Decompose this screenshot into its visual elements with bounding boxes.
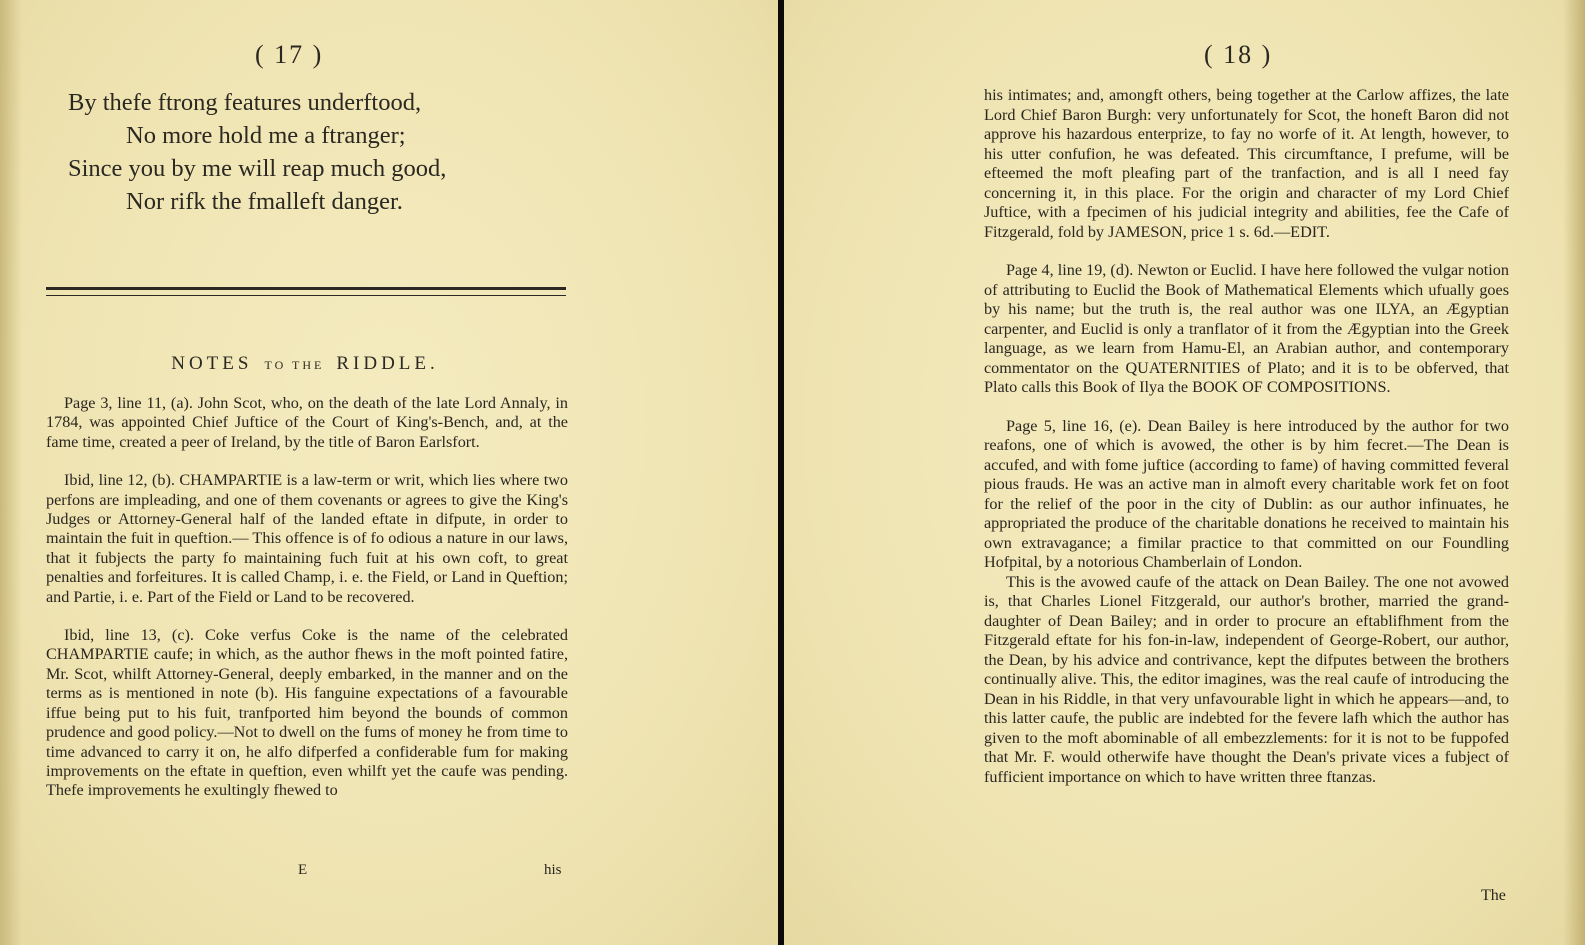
signature-mark: E bbox=[298, 862, 308, 878]
note-paragraph: Page 5, line 16, (e). Dean Bailey is here introduced by the author for two reafons, one of which is avowed, the other is by him fecret.—The Dean is accufed, and with fome juftice (according to fame) of having committed feveral pious frauds. He was an active man in almoft every charitable work fet on foot for the relief of the poor in the city of Dublin: as our author infinuates, he appropriated the produce of the charitable donations he received to maintain his own extravagance; a fimilar practice to that committed on our Foundling Hofpital, by a notorious Chamberlain of London. bbox=[984, 416, 1509, 571]
note-paragraph: Ibid, line 12, (b). CHAMPARTIE is a law-term or writ, which lies where two perfons are impleading, and one of them covenants or agrees to give the King's Judges or Attorney-General half of the landed eftate in difpute, in order to maintain the fuit in queftion.— This offence is of fo odious a nature in our laws, that it fubjects the party fo maintaining fuch fuit at his own coft, to great penalties and forfeitures. It is called Champ, i. e. the Field, or Land in Queftion; and Partie, i. e. Part of the Field or Land to be recovered. bbox=[46, 471, 568, 606]
verse-line: Nor rifk the fmalleft danger. bbox=[126, 188, 403, 215]
left-page bbox=[0, 0, 778, 945]
catchword: his bbox=[544, 862, 562, 878]
page-number: ( 17 ) bbox=[255, 40, 324, 69]
note-paragraph: his intimates; and, amongft others, being together at the Carlow affizes, the late Lord Chief Baron Burgh: very unfortunately for Scot, the honeft Baron did not approve his hazardous enterprize, to fay no worfe of it. At length, however, to his utter confufion, he was defeated. This circumftance, I prefume, will be efteemed the moft pleafing part of the tranfaction, and is all I need fay concerning it, in this place. For the origin and character of my Lord Chief Juftice, with a fpecimen of his judicial integrity and abilities, fee the Cafe of Fitzgerald, fold by JAMESON, price 1 s. 6d.—EDIT. bbox=[984, 86, 1509, 241]
section-heading bbox=[0, 353, 610, 375]
heading-word: NOTES bbox=[171, 353, 253, 374]
note-paragraph: Page 3, line 11, (a). John Scot, who, on the death of the late Lord Annaly, in 1784, was appointed Chief Juftice of the Court of King's-Bench, and, at the fame time, created a peer of Ireland, by the title of Baron Earlsfort. bbox=[46, 394, 568, 451]
double-rule-divider bbox=[46, 287, 566, 296]
heading-word: RIDDLE. bbox=[336, 353, 439, 374]
note-paragraph: This is the avowed caufe of the attack on Dean Bailey. The one not avowed is, that Charles Lionel Fitzgerald, our author's brother, married the grand-daughter of Dean Bailey; and in order to procure an eftablifhment from the Fitzgerald eftate for his fon-in-law, independent of George-Robert, our author, the Dean, by his advice and contrivance, kept the difputes between the brothers continually alive. This, the editor imagines, was the real caufe of introducing the Dean in his Riddle, in that very unfavourable light in which he appears—and, to this latter caufe, the public are indebted for the fevere lafh which the author has given to the moft abominable of all embezzlements: for it is not to be fuppofed that Mr. F. would otherwife have thought the Dean's private vices a fubject of fufficient importance on which to have written three ftanzas. bbox=[984, 572, 1509, 786]
verse-line: Since you by me will reap much good, bbox=[68, 155, 447, 182]
note-paragraph: Ibid, line 13, (c). Coke verfus Coke is the name of the celebrated CHAMPARTIE caufe; in which, as the author fhews in the moft pointed fatire, Mr. Scot, whilft Attorney-General, deeply embarked, in the manner and on the terms as is mentioned in note (b). His fanguine expectations of a favourable iffue being put to his fuit, tranfported him beyond the bounds of common prudence and good policy.—Not to dwell on the fums of money he from time to time advanced to carry it on, he alfo difperfed a confiderable fum for making improvements on the eftate in queftion, even whilft yet the caufe was pending. Thefe improvements he exultingly fhewed to bbox=[46, 626, 568, 800]
verse-line: No more hold me a ftranger; bbox=[126, 122, 406, 149]
notes-column bbox=[984, 86, 1509, 806]
heading-word: TO THE bbox=[264, 358, 325, 372]
verse-stanza bbox=[68, 86, 538, 218]
catchword: The bbox=[1481, 887, 1506, 904]
note-paragraph: Page 4, line 19, (d). Newton or Euclid. I have here followed the vulgar notion of attributing to Euclid the Book of Mathematical Elements which ufually goes by his name; but the truth is, the real author was one ILYA, an Ægyptian carpenter, and Euclid is only a tranflator of it from the Ægyptian into the Greek language, as we learn from Hamu-El, an Arabian author, and contemporary commentator on the QUATERNITIES of Plato; and it is to be obferved, that Plato calls this Book of Ilya the BOOK OF COMPOSITIONS. bbox=[984, 261, 1509, 396]
page-edge-shadow bbox=[1563, 0, 1585, 945]
page-number: ( 18 ) bbox=[1204, 40, 1273, 69]
page-edge-shadow bbox=[0, 0, 22, 945]
verse-line: By thefe ftrong features underftood, bbox=[68, 89, 422, 116]
notes-column bbox=[46, 394, 568, 820]
right-page bbox=[784, 0, 1585, 945]
